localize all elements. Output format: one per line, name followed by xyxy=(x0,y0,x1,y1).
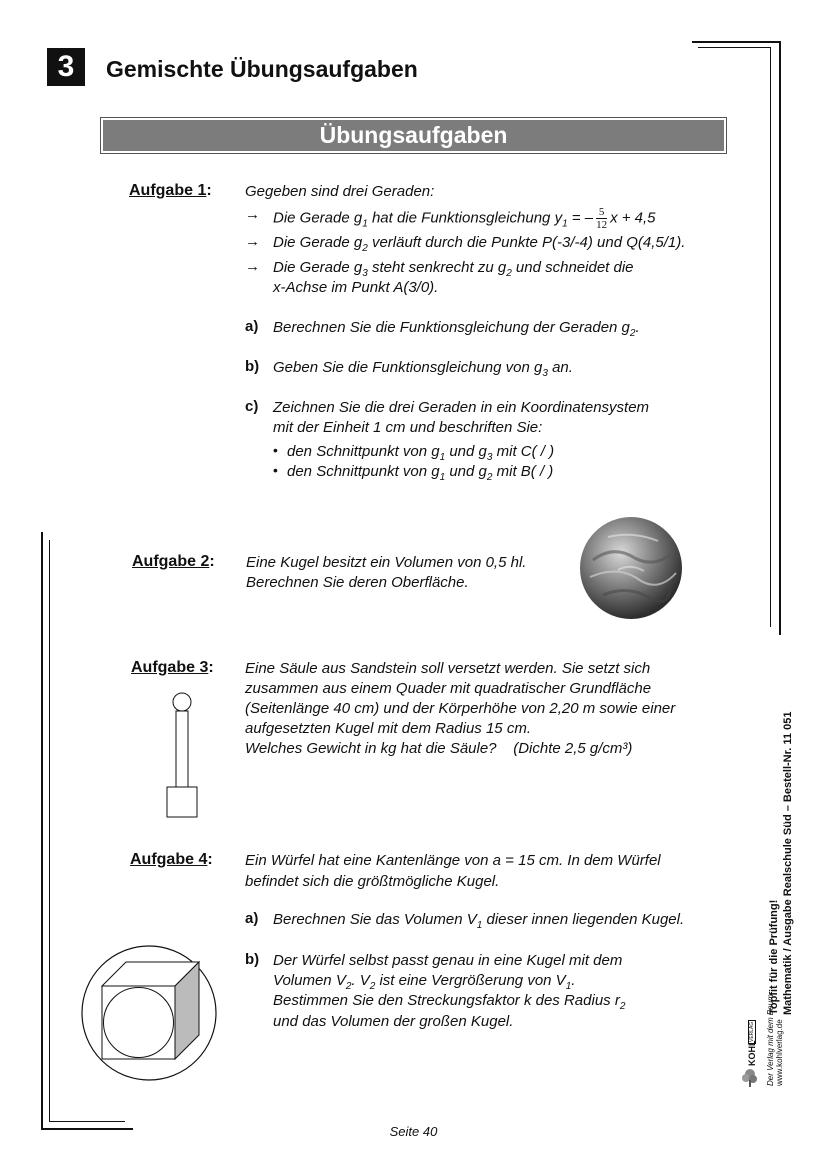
task3-line2: zusammen aus einem Quader mit quadratischer Grundfläche xyxy=(245,680,652,697)
section-banner xyxy=(100,117,727,154)
task1-line1: Die Gerade $g_1$ hat die Funktionsgleichung $y_1$ = – $\frac{5}{12}$ x + 4,5 xyxy=(273,206,656,231)
column-illustration xyxy=(160,690,204,820)
task1-c-text2: mit der Einheit 1 cm und beschriften Sie: xyxy=(273,419,543,436)
task4-b-text2: Volumen $V_2$. $V_2$ ist eine Vergrößerung von $V_1$. xyxy=(273,972,576,992)
chapter-number: 3 xyxy=(47,48,85,86)
task4-b-label: b) xyxy=(245,951,260,968)
arrow-icon: → xyxy=(245,206,260,223)
task1-line3: Die Gerade $g_3$ steht senkrecht zu $g_2$ und schneidet die xyxy=(273,259,634,279)
marble-sphere-image xyxy=(578,515,684,621)
task4-b-text1: Der Würfel selbst passt genau in eine Kugel mit dem xyxy=(273,952,623,969)
task3-label: Aufgabe 3 xyxy=(131,659,209,676)
task1-b-text: Geben Sie die Funktionsgleichung von $g_3$ an. xyxy=(273,359,573,379)
task3-line4: aufgesetzten Kugel mit dem Radius 15 cm. xyxy=(245,720,531,737)
bullet: • xyxy=(273,462,278,478)
task4-heading: Aufgabe 4: xyxy=(130,851,213,868)
frame-top-inner xyxy=(698,47,770,48)
task1-a-text: Berechnen Sie die Funktionsgleichung der Geraden $g_2$. xyxy=(273,319,640,339)
publisher-name: KOHL xyxy=(747,1040,757,1066)
frame-left-outer xyxy=(41,532,43,1130)
task2-label: Aufgabe 2 xyxy=(132,553,210,570)
frame-right-outer xyxy=(779,41,781,635)
bullet: • xyxy=(273,442,278,458)
task4-a-text: Berechnen Sie das Volumen $V_1$ dieser innen liegenden Kugel. xyxy=(273,911,685,931)
chapter-title: Gemischte Übungsaufgaben xyxy=(106,56,418,82)
task2-line1: Eine Kugel besitzt ein Volumen von 0,5 hl. xyxy=(246,554,527,571)
task1-line2: Die Gerade $g_2$ verläuft durch die Punkte P(-3/-4) und Q(4,5/1). xyxy=(273,234,686,254)
publisher-url: www.kohlverlag.de xyxy=(775,1019,784,1086)
task1-line3-cont: x-Achse im Punkt A(3/0). xyxy=(273,279,439,296)
frame-left-inner xyxy=(49,540,50,1122)
task3-heading: Aufgabe 3: xyxy=(131,659,214,676)
task4-a-label: a) xyxy=(245,910,259,927)
task1-c-bullet1: den Schnittpunkt von $g_1$ und $g_3$ mit C( / ) xyxy=(287,443,555,463)
task4-line1: Ein Würfel hat eine Kantenlänge von a = 15 cm. In dem Würfel xyxy=(245,852,661,869)
task4-label: Aufgabe 4 xyxy=(130,851,208,868)
frame-bottom-inner xyxy=(49,1121,125,1122)
task4-b-text3: Bestimmen Sie den Streckungsfaktor k des Radius $r_2$ xyxy=(273,992,626,1012)
task4-b-text4: und das Volumen der großen Kugel. xyxy=(273,1013,514,1030)
publisher-badge: VERLAG xyxy=(749,1021,755,1042)
publisher-logo xyxy=(741,1022,765,1088)
task1-a-label: a) xyxy=(245,318,259,335)
banner-title: Übungsaufgaben xyxy=(103,120,724,151)
task1-c-bullet2: den Schnittpunkt von $g_1$ und $g_2$ mit B( / ) xyxy=(287,463,554,483)
task3-line1: Eine Säule aus Sandstein soll versetzt werden. Sie setzt sich xyxy=(245,660,651,677)
frame-top-outer xyxy=(692,41,780,43)
fraction: $\frac{5}{12}$ xyxy=(596,206,608,231)
frame-right-inner xyxy=(770,47,771,627)
task1-b-label: b) xyxy=(245,358,260,375)
arrow-icon: → xyxy=(245,233,260,250)
task1-c-text1: Zeichnen Sie die drei Geraden in ein Koordinatensystem xyxy=(273,399,650,416)
task1-c-label: c) xyxy=(245,398,259,415)
cube-sphere-illustration xyxy=(80,944,218,1082)
task1-label: Aufgabe 1 xyxy=(129,182,207,199)
side-title: Topfit für die Prüfung! xyxy=(768,899,780,1015)
side-series: Mathematik / Ausgabe Realschule Süd – Bestell-Nr. 11 051 xyxy=(782,711,794,1015)
task2-line2: Berechnen Sie deren Oberfläche. xyxy=(246,574,469,591)
task2-heading: Aufgabe 2: xyxy=(132,553,215,570)
task1-heading: Aufgabe 1: xyxy=(129,182,212,199)
task3-line3: (Seitenlänge 40 cm) und der Körperhöhe von 2,20 m sowie einer xyxy=(245,700,676,717)
arrow-icon: → xyxy=(245,258,260,275)
task3-line5: Welches Gewicht in kg hat die Säule? (Dichte 2,5 g/cm³) xyxy=(245,740,633,757)
task4-line2: befindet sich die größtmögliche Kugel. xyxy=(245,873,500,890)
page-number: Seite 40 xyxy=(389,1124,438,1139)
publisher-slogan: Der Verlag mit dem Baum xyxy=(766,994,775,1086)
task1-intro: Gegeben sind drei Geraden: xyxy=(245,183,435,200)
